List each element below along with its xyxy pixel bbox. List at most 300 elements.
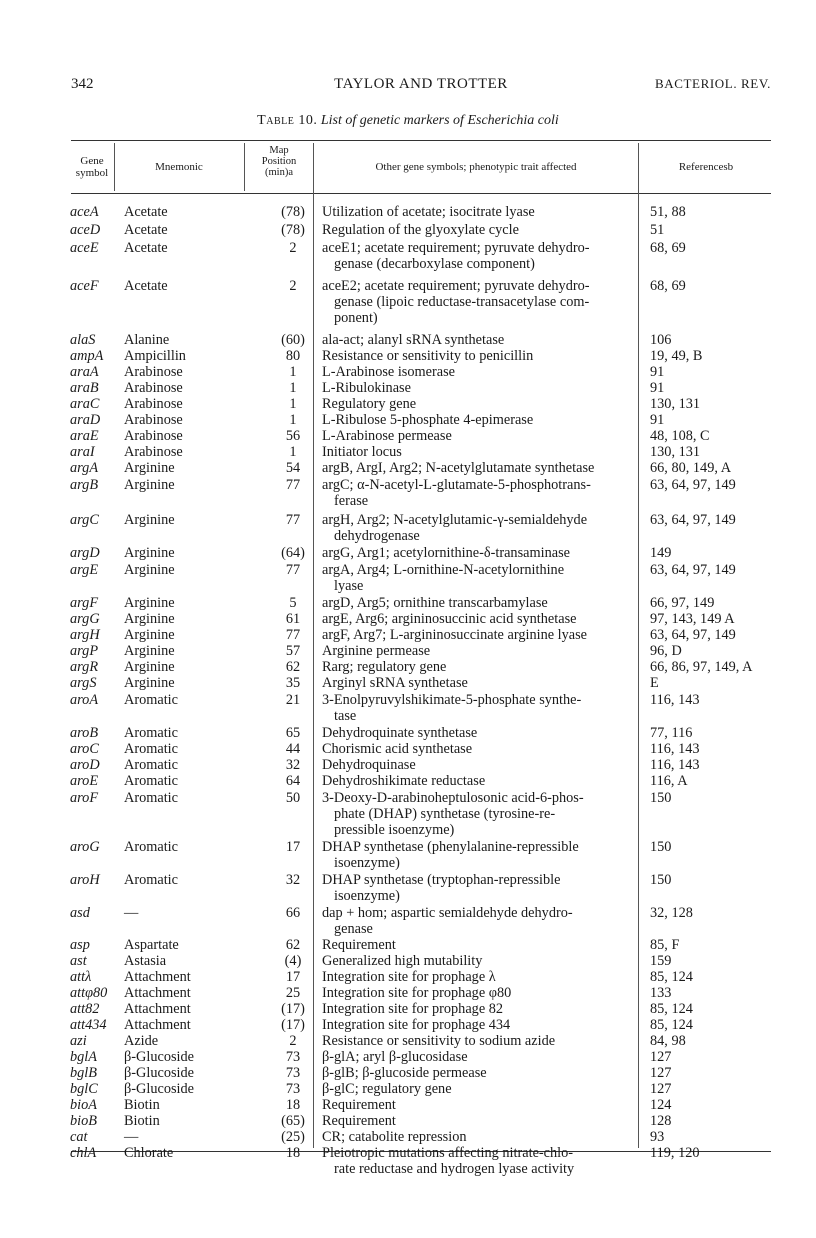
- phenotype-description: [322, 725, 636, 741]
- mnemonic: Arginine: [124, 512, 175, 528]
- description-line: Chorismic acid synthetase: [322, 741, 473, 757]
- phenotype-description: [322, 412, 636, 428]
- description-line: Dehydroshikimate reductase: [322, 773, 486, 789]
- gene-symbol: cat: [70, 1129, 88, 1145]
- gene-symbol: chlA: [70, 1145, 97, 1161]
- gene-symbol: aceD: [70, 222, 101, 238]
- mnemonic: Arginine: [124, 659, 175, 675]
- description-line: L-Arabinose permease: [322, 428, 452, 444]
- phenotype-description: [322, 278, 636, 326]
- references: 77, 116: [650, 725, 693, 741]
- table-row: [0, 222, 816, 238]
- map-position: (78): [281, 222, 305, 238]
- references: 68, 69: [650, 278, 686, 294]
- mnemonic: Alanine: [124, 332, 170, 348]
- column-header-other-symbols: Other gene symbols; phenotypic trait affected: [375, 161, 577, 173]
- map-position: 5: [289, 595, 297, 611]
- description-line: Resistance or sensitivity to sodium azide: [322, 1033, 556, 1049]
- gene-symbol: att82: [70, 1001, 100, 1017]
- phenotype-description: [322, 1129, 636, 1145]
- references: 159: [650, 953, 672, 969]
- table-row: [0, 1113, 816, 1129]
- gene-symbol: aroD: [70, 757, 100, 773]
- references: 116, A: [650, 773, 688, 789]
- map-position: (65): [281, 1113, 305, 1129]
- references: 19, 49, B: [650, 348, 703, 364]
- description-line: Utilization of acetate; isocitrate lyase: [322, 204, 535, 220]
- phenotype-description: [322, 741, 636, 757]
- mnemonic: β-Glucoside: [124, 1081, 195, 1097]
- gene-symbol: argD: [70, 545, 100, 561]
- table-row: [0, 675, 816, 691]
- mnemonic: Azide: [124, 1033, 159, 1049]
- mnemonic: Acetate: [124, 240, 168, 256]
- map-position: 1: [289, 444, 297, 460]
- references: 66, 86, 97, 149, A: [650, 659, 753, 675]
- description-line: genase (decarboxylase component): [334, 256, 535, 272]
- description-line: Integration site for prophage 434: [322, 1017, 511, 1033]
- map-position: 50: [285, 790, 301, 806]
- mnemonic: Arginine: [124, 627, 175, 643]
- mnemonic: Arabinose: [124, 444, 183, 460]
- phenotype-description: [322, 757, 636, 773]
- mnemonic: —: [124, 1129, 139, 1145]
- mnemonic: Arginine: [124, 477, 175, 493]
- table-row: [0, 562, 816, 594]
- mnemonic: Arabinose: [124, 380, 183, 396]
- table-row: [0, 725, 816, 741]
- map-position: 2: [289, 278, 297, 294]
- references: 63, 64, 97, 149: [650, 562, 736, 578]
- mnemonic: Ampicillin: [124, 348, 186, 364]
- map-position: 32: [285, 872, 301, 888]
- mnemonic: Arginine: [124, 460, 175, 476]
- mnemonic: β-Glucoside: [124, 1049, 195, 1065]
- description-line: L-Ribulose 5-phosphate 4-epimerase: [322, 412, 534, 428]
- references: 133: [650, 985, 672, 1001]
- table-row: [0, 460, 816, 476]
- map-position: 73: [285, 1065, 301, 1081]
- gene-symbol: aroH: [70, 872, 100, 888]
- references: 51, 88: [650, 204, 686, 220]
- description-line: Pleiotropic mutations affecting nitrate-chlo-: [322, 1145, 574, 1161]
- phenotype-description: [322, 1081, 636, 1097]
- gene-symbol: araD: [70, 412, 101, 428]
- column-divider: [244, 143, 245, 191]
- table-body: [0, 204, 816, 1177]
- references: 127: [650, 1049, 672, 1065]
- gene-symbol: att434: [70, 1017, 107, 1033]
- gene-symbol: argP: [70, 643, 99, 659]
- table-row: [0, 937, 816, 953]
- gene-symbol: argE: [70, 562, 99, 578]
- gene-symbol: argH: [70, 627, 100, 643]
- table-header-rule: [71, 193, 771, 194]
- table-row: [0, 692, 816, 724]
- mnemonic: Aromatic: [124, 773, 178, 789]
- table-row: [0, 595, 816, 611]
- description-line: Rarg; regulatory gene: [322, 659, 447, 675]
- description-line: argF, Arg7; L-argininosuccinate arginine lyase: [322, 627, 588, 643]
- mnemonic: Aromatic: [124, 872, 178, 888]
- references: 63, 64, 97, 149: [650, 627, 736, 643]
- map-position: 2: [289, 1033, 297, 1049]
- page-header: [71, 76, 771, 98]
- table-row: [0, 444, 816, 460]
- phenotype-description: [322, 380, 636, 396]
- gene-symbol: aroC: [70, 741, 99, 757]
- gene-symbol: aroB: [70, 725, 99, 741]
- references: 150: [650, 839, 672, 855]
- phenotype-description: [322, 937, 636, 953]
- gene-symbol: argC: [70, 512, 99, 528]
- map-position: 77: [285, 627, 301, 643]
- references: 48, 108, C: [650, 428, 710, 444]
- phenotype-description: [322, 332, 636, 348]
- mnemonic: Aromatic: [124, 741, 178, 757]
- phenotype-description: [322, 348, 636, 364]
- table-row: [0, 659, 816, 675]
- map-position: 17: [285, 969, 301, 985]
- gene-symbol: bglC: [70, 1081, 98, 1097]
- table-row: [0, 1001, 816, 1017]
- map-position: (64): [281, 545, 305, 561]
- description-line: Regulatory gene: [322, 396, 417, 412]
- table-row: [0, 1017, 816, 1033]
- column-header-text: Map: [269, 145, 289, 156]
- map-position: 1: [289, 412, 297, 428]
- references: 91: [650, 380, 665, 396]
- phenotype-description: [322, 1033, 636, 1049]
- table-title: List of genetic markers of Escherichia coli: [320, 113, 559, 128]
- mnemonic: Arginine: [124, 595, 175, 611]
- table-row: [0, 396, 816, 412]
- description-line: ala-act; alanyl sRNA synthetase: [322, 332, 505, 348]
- mnemonic: Arginine: [124, 545, 175, 561]
- references: 84, 98: [650, 1033, 686, 1049]
- map-position: 17: [285, 839, 301, 855]
- map-position: 57: [285, 643, 301, 659]
- gene-symbol: asp: [70, 937, 90, 953]
- description-line: genase: [334, 921, 373, 937]
- mnemonic: Arabinose: [124, 412, 183, 428]
- gene-symbol: araE: [70, 428, 99, 444]
- table-row: [0, 1065, 816, 1081]
- column-divider: [114, 143, 115, 191]
- table-row: [0, 757, 816, 773]
- map-position: 66: [285, 905, 301, 921]
- phenotype-description: [322, 1017, 636, 1033]
- references: 51: [650, 222, 665, 238]
- map-position: 32: [285, 757, 301, 773]
- gene-symbol: azi: [70, 1033, 87, 1049]
- mnemonic: Attachment: [124, 1017, 191, 1033]
- map-position: 73: [285, 1081, 301, 1097]
- gene-symbol: argA: [70, 460, 99, 476]
- gene-symbol: argF: [70, 595, 99, 611]
- map-position: 1: [289, 364, 297, 380]
- gene-symbol: asd: [70, 905, 90, 921]
- references: 150: [650, 790, 672, 806]
- references: 106: [650, 332, 672, 348]
- gene-symbol: araI: [70, 444, 95, 460]
- column-header-text: Gene: [80, 155, 104, 167]
- description-line: Integration site for prophage 82: [322, 1001, 504, 1017]
- mnemonic: Attachment: [124, 969, 191, 985]
- table-row: [0, 332, 816, 348]
- mnemonic: —: [124, 905, 139, 921]
- gene-symbol: argR: [70, 659, 99, 675]
- phenotype-description: [322, 969, 636, 985]
- description-line: β-glC; regulatory gene: [322, 1081, 452, 1097]
- table-row: [0, 428, 816, 444]
- references: 130, 131: [650, 396, 701, 412]
- table-row: [0, 1145, 816, 1177]
- description-line: Initiator locus: [322, 444, 402, 460]
- journal-name: BACTERIOL. REV.: [654, 76, 771, 91]
- description-line: genase (lipoic reductase-transacetylase com-: [334, 294, 590, 310]
- references: 85, 124: [650, 1017, 693, 1033]
- gene-symbol: bglB: [70, 1065, 98, 1081]
- description-line: L-Ribulokinase: [322, 380, 411, 396]
- description-line: DHAP synthetase (tryptophan-repressible: [322, 872, 561, 888]
- phenotype-description: [322, 545, 636, 561]
- phenotype-description: [322, 953, 636, 969]
- map-position: 64: [285, 773, 301, 789]
- mnemonic: Attachment: [124, 985, 191, 1001]
- phenotype-description: [322, 627, 636, 643]
- phenotype-description: [322, 428, 636, 444]
- column-header-text: symbol: [75, 167, 109, 179]
- map-position: 77: [285, 477, 301, 493]
- references: 32, 128: [650, 905, 693, 921]
- gene-symbol: argS: [70, 675, 97, 691]
- mnemonic: Aromatic: [124, 839, 178, 855]
- phenotype-description: [322, 460, 636, 476]
- gene-symbol: alaS: [70, 332, 96, 348]
- gene-symbol: bioA: [70, 1097, 98, 1113]
- gene-symbol: araC: [70, 396, 100, 412]
- description-line: Resistance or sensitivity to penicillin: [322, 348, 534, 364]
- table-row: [0, 1033, 816, 1049]
- phenotype-description: [322, 643, 636, 659]
- table-row: [0, 477, 816, 509]
- table-row: [0, 545, 816, 561]
- description-line: ferase: [334, 493, 369, 509]
- map-position: (17): [281, 1017, 305, 1033]
- phenotype-description: [322, 1113, 636, 1129]
- phenotype-description: [322, 444, 636, 460]
- description-line: Requirement: [322, 1097, 396, 1113]
- phenotype-description: [322, 1097, 636, 1113]
- gene-symbol: aroG: [70, 839, 100, 855]
- phenotype-description: [322, 562, 636, 594]
- references: 66, 80, 149, A: [650, 460, 732, 476]
- table-row: [0, 380, 816, 396]
- map-position: 18: [285, 1097, 301, 1113]
- phenotype-description: [322, 1049, 636, 1065]
- description-line: argE, Arg6; argininosuccinic acid synthetase: [322, 611, 577, 627]
- table-row: [0, 905, 816, 937]
- description-line: DHAP synthetase (phenylalanine-repressible: [322, 839, 579, 855]
- references: 68, 69: [650, 240, 686, 256]
- map-position: 35: [285, 675, 301, 691]
- table-row: [0, 412, 816, 428]
- phenotype-description: [322, 240, 636, 272]
- map-position: 25: [285, 985, 301, 1001]
- table-row: [0, 1129, 816, 1145]
- table-row: [0, 204, 816, 220]
- mnemonic: Arabinose: [124, 396, 183, 412]
- map-position: 61: [285, 611, 301, 627]
- references: 116, 143: [650, 741, 700, 757]
- mnemonic: Biotin: [124, 1113, 160, 1129]
- table-row: [0, 1081, 816, 1097]
- description-line: Generalized high mutability: [322, 953, 483, 969]
- table-row: [0, 512, 816, 544]
- map-position: (4): [284, 953, 302, 969]
- map-position: 80: [285, 348, 301, 364]
- phenotype-description: [322, 659, 636, 675]
- description-line: aceE1; acetate requirement; pyruvate dehydro-: [322, 240, 590, 256]
- phenotype-description: [322, 512, 636, 544]
- phenotype-description: [322, 204, 636, 220]
- map-position: 18: [285, 1145, 301, 1161]
- gene-symbol: ast: [70, 953, 87, 969]
- description-line: isoenzyme): [334, 888, 400, 904]
- references: E: [650, 675, 659, 691]
- gene-symbol: araB: [70, 380, 99, 396]
- mnemonic: Acetate: [124, 278, 168, 294]
- description-line: Regulation of the glyoxylate cycle: [322, 222, 519, 238]
- map-position: 44: [285, 741, 301, 757]
- map-position: 65: [285, 725, 301, 741]
- map-position: (60): [281, 332, 305, 348]
- phenotype-description: [322, 790, 636, 838]
- table-row: [0, 741, 816, 757]
- table-top-rule: [71, 140, 771, 141]
- phenotype-description: [322, 675, 636, 691]
- mnemonic: Arabinose: [124, 428, 183, 444]
- mnemonic: Astasia: [124, 953, 167, 969]
- references: 130, 131: [650, 444, 701, 460]
- references: 116, 143: [650, 692, 700, 708]
- map-position: 62: [285, 659, 301, 675]
- description-line: rate reductase and hydrogen lyase activity: [334, 1161, 575, 1177]
- description-line: argB, ArgI, Arg2; N-acetylglutamate synthetase: [322, 460, 595, 476]
- table-row: [0, 643, 816, 659]
- map-position: 1: [289, 380, 297, 396]
- gene-symbol: araA: [70, 364, 99, 380]
- description-line: dehydrogenase: [334, 528, 420, 544]
- table-row: [0, 627, 816, 643]
- phenotype-description: [322, 985, 636, 1001]
- table-row: [0, 985, 816, 1001]
- gene-symbol: argG: [70, 611, 100, 627]
- map-position: 77: [285, 562, 301, 578]
- references: 96, D: [650, 643, 682, 659]
- description-line: tase: [334, 708, 357, 724]
- references: 91: [650, 412, 665, 428]
- column-header-text: (min)a: [265, 167, 293, 178]
- mnemonic: Aromatic: [124, 790, 178, 806]
- map-position: 56: [285, 428, 301, 444]
- table-row: [0, 953, 816, 969]
- mnemonic: β-Glucoside: [124, 1065, 195, 1081]
- mnemonic: Arginine: [124, 611, 175, 627]
- map-position: 1: [289, 396, 297, 412]
- description-line: Dehydroquinase: [322, 757, 416, 773]
- table-row: [0, 1049, 816, 1065]
- references: 119, 120: [650, 1145, 700, 1161]
- gene-symbol: attφ80: [70, 985, 108, 1001]
- table-row: [0, 969, 816, 985]
- references: 149: [650, 545, 672, 561]
- phenotype-description: [322, 611, 636, 627]
- gene-symbol: aceA: [70, 204, 99, 220]
- description-line: lyase: [334, 578, 364, 594]
- mnemonic: Aromatic: [124, 725, 178, 741]
- phenotype-description: [322, 905, 636, 937]
- table-row: [0, 1097, 816, 1113]
- references: 93: [650, 1129, 665, 1145]
- references: 63, 64, 97, 149: [650, 477, 736, 493]
- references: 150: [650, 872, 672, 888]
- references: 128: [650, 1113, 672, 1129]
- mnemonic: Aspartate: [124, 937, 179, 953]
- mnemonic: Aromatic: [124, 757, 178, 773]
- table-row: [0, 872, 816, 904]
- table-row: [0, 839, 816, 871]
- table-label: Table 10.: [257, 113, 318, 128]
- table-row: [0, 348, 816, 364]
- description-line: Arginine permease: [322, 643, 431, 659]
- description-line: isoenzyme): [334, 855, 400, 871]
- description-line: Integration site for prophage λ: [322, 969, 496, 985]
- description-line: argC; α-N-acetyl-L-glutamate-5-phosphotrans-: [322, 477, 591, 493]
- table-row: [0, 240, 816, 272]
- references: 85, 124: [650, 1001, 693, 1017]
- gene-symbol: bioB: [70, 1113, 98, 1129]
- description-line: pressible isoenzyme): [334, 822, 455, 838]
- table-row: [0, 278, 816, 326]
- description-line: Requirement: [322, 1113, 396, 1129]
- description-line: Arginyl sRNA synthetase: [322, 675, 468, 691]
- phenotype-description: [322, 595, 636, 611]
- description-line: argA, Arg4; L-ornithine-N-acetylornithine: [322, 562, 565, 578]
- mnemonic: Acetate: [124, 204, 168, 220]
- table-row: [0, 773, 816, 789]
- description-line: L-Arabinose isomerase: [322, 364, 455, 380]
- phenotype-description: [322, 1145, 636, 1177]
- map-position: 73: [285, 1049, 301, 1065]
- description-line: argG, Arg1; acetylornithine-δ-transaminase: [322, 545, 570, 561]
- mnemonic: Biotin: [124, 1097, 160, 1113]
- references: 63, 64, 97, 149: [650, 512, 736, 528]
- mnemonic: Chlorate: [124, 1145, 174, 1161]
- map-position: (17): [281, 1001, 305, 1017]
- description-line: 3-Deoxy-D-arabinoheptulosonic acid-6-phos-: [322, 790, 584, 806]
- map-position: (25): [281, 1129, 305, 1145]
- mnemonic: Arginine: [124, 643, 175, 659]
- references: 127: [650, 1065, 672, 1081]
- table-caption: [0, 113, 816, 129]
- mnemonic: Arginine: [124, 675, 175, 691]
- description-line: ponent): [334, 310, 378, 326]
- phenotype-description: [322, 364, 636, 380]
- description-line: CR; catabolite repression: [322, 1129, 467, 1145]
- phenotype-description: [322, 773, 636, 789]
